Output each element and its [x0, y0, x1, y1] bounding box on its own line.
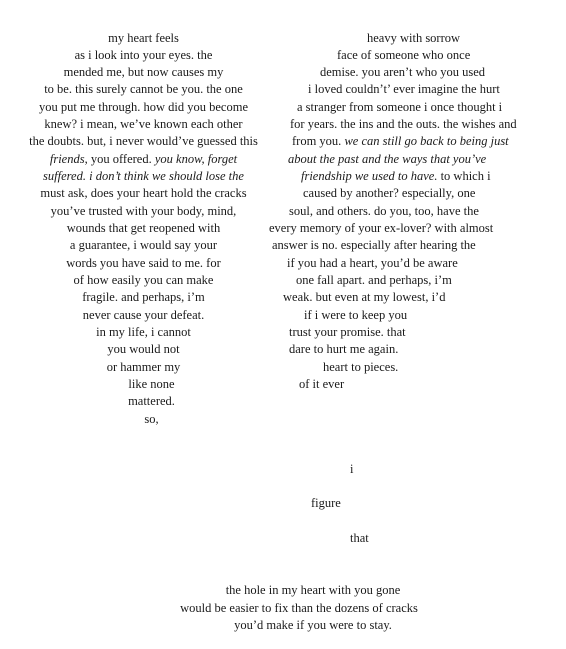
poem-right-line	[0, 393, 566, 410]
poem-text-segment: heart to pieces.	[323, 359, 399, 374]
poem-text-segment: or hammer my	[106, 359, 181, 374]
poem-text-segment: suffered. i don’t think we should lose the	[43, 169, 244, 184]
poem-text-segment: caused by another? especially, one	[303, 186, 476, 201]
poem-right-line	[367, 30, 566, 47]
poem-closing-stanza	[0, 582, 566, 635]
poem-right-line	[269, 220, 566, 237]
poem-closing-line: the hole in my heart with you gone	[225, 583, 401, 597]
poem-right-line	[304, 307, 566, 324]
poem-text-segment: a guarantee, i would say your	[69, 238, 218, 253]
poem-right-line	[301, 168, 566, 185]
poem-text-segment: demise. you aren’t who you used	[320, 65, 486, 80]
poem-text-segment: as i look into your eyes. the	[74, 47, 213, 62]
poem-text-segment: knew? i mean, we’ve known each other	[44, 117, 243, 132]
poem-text-segment: , you offered.	[84, 151, 155, 166]
poem-right-line	[296, 272, 566, 289]
poem-right-line	[289, 203, 566, 220]
poem-right-line	[283, 289, 566, 306]
poem-right-line	[290, 116, 566, 133]
poem-text-segment: so,	[144, 411, 159, 426]
poem-text-segment: like none	[128, 377, 175, 392]
poem-text-segment: you put me through. how did you become	[39, 99, 248, 114]
poem-closing-line: you’d make if you were to stay.	[234, 618, 392, 632]
poem-text-segment: about the past and the ways that you’ve	[288, 151, 487, 166]
poem-text-segment: a stranger from someone i once thought i	[297, 99, 503, 114]
poem-text-segment: from you.	[292, 134, 345, 149]
poem-text-segment: words you have said to me. for	[66, 255, 221, 270]
poem-text-segment: answer is no. especially after hearing the	[272, 238, 476, 253]
poem-text-segment: we can still go back to being just	[344, 134, 509, 149]
poem-right-line	[308, 81, 566, 98]
poem-text-segment: of how easily you can make	[73, 273, 214, 288]
poem-text-segment: you know, forget	[154, 151, 238, 166]
poem-text-segment: if you had a heart, you’d be aware	[287, 255, 458, 270]
poem-word-that: that	[350, 531, 369, 545]
poem-text-segment: every memory of your ex-lover? with almost	[269, 221, 494, 236]
poem-right-line	[323, 359, 566, 376]
poem-closing-line: would be easier to fix than the dozens of cracks	[180, 600, 418, 615]
poem-text-segment: fragile. and perhaps, i’m	[82, 290, 205, 305]
poem-text-segment: weak. but even at my lowest, i’d	[283, 290, 446, 305]
poem-text-segment: heavy with sorrow	[367, 30, 461, 45]
poem-text-segment: to which i	[437, 169, 491, 184]
poem-right-line	[272, 237, 566, 254]
poem-text-segment: friends	[49, 151, 85, 166]
poem-text-segment: if i were to keep you	[304, 307, 408, 322]
poem-right-line	[287, 255, 566, 272]
poem-right-line	[303, 185, 566, 202]
poem-text-segment: you’ve trusted with your body, mind,	[50, 203, 237, 218]
poem-right-line	[292, 133, 566, 150]
poem-right-line	[288, 151, 566, 168]
poem-text-segment: in my life, i cannot	[96, 325, 191, 340]
poem-text-segment: one fall apart. and perhaps, i’m	[296, 273, 452, 288]
poem-text-segment: you would not	[107, 342, 180, 357]
poem-right-line	[0, 411, 566, 428]
poem-text-segment: mended me, but now causes my	[63, 65, 224, 80]
poem-word-i: i	[350, 462, 354, 476]
poem-text-segment: dare to hurt me again.	[289, 342, 399, 357]
poem-text-segment: wounds that get reopened with	[66, 221, 221, 236]
poem-right-line	[337, 47, 566, 64]
poem-text-segment: i loved couldn’t’ ever imagine the hurt	[308, 82, 500, 97]
poem-right-line	[299, 376, 566, 393]
poem-text-segment: never cause your defeat.	[82, 307, 205, 322]
poem-right-line	[289, 324, 566, 341]
poem-right-line	[320, 64, 566, 81]
poem-text-segment: friendship we used to have.	[301, 169, 438, 184]
poem-text-segment: soul, and others. do you, too, have the	[289, 203, 479, 218]
poem-text-segment: my heart feels	[108, 30, 179, 45]
poem-text-segment: trust your promise. that	[289, 325, 406, 340]
poem-right-line	[297, 99, 566, 116]
poem-text-segment: the doubts. but, i never would’ve guessed this	[29, 134, 258, 149]
poem-right-column	[0, 30, 566, 429]
poem-text-segment: for years. the ins and the outs. the wishes and	[290, 117, 517, 132]
poem-text-segment: must ask, does your heart hold the cracks	[40, 186, 247, 201]
poem-word-figure: figure	[311, 496, 341, 510]
poem-text-segment: to be. this surely cannot be you. the one	[44, 82, 243, 97]
poem-right-line	[289, 341, 566, 358]
poem-text-segment: of it ever	[299, 377, 345, 392]
poem-text-segment: face of someone who once	[337, 47, 471, 62]
poem-text-segment: mattered.	[128, 394, 175, 409]
